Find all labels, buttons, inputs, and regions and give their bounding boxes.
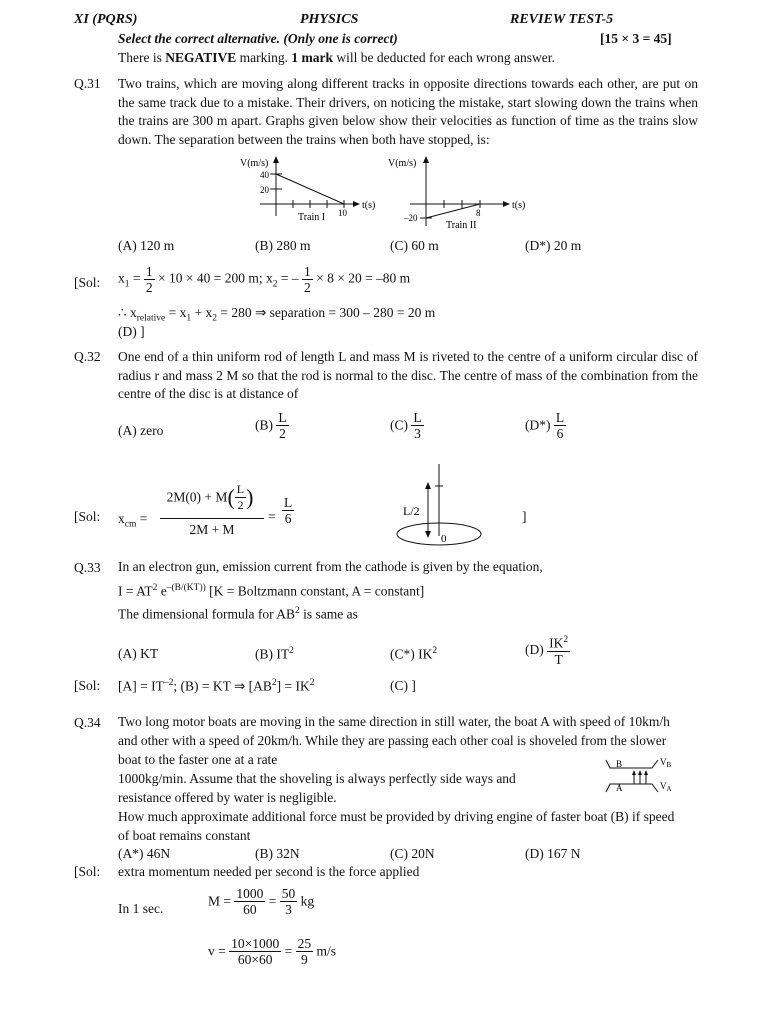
graph2-xlabel: t(s) [512, 200, 526, 211]
q34-line2: and other with a speed of 20km/h. While they are passing each other coal is shoveled from the slower [118, 733, 667, 748]
graph2-caption: Train II [446, 220, 477, 231]
boat-a-velocity: $V_A$ [660, 781, 672, 793]
q31-option-c: (C) 60 m [390, 238, 439, 253]
q32-option-b: (B) $\frac{L}{2}$ [255, 410, 287, 441]
q32-sol-result: $\frac{L}{6}$ [284, 495, 293, 526]
q34-line1: Two long motor boats are moving in the same direction in still water, the boat A with speed of 10km/h [118, 714, 670, 729]
q33-text: In an electron gun, emission current from the cathode is given by the equation, [118, 559, 543, 574]
q33-equation: $I = AT^2$ $e^{-(B/(KT))}$ [K = Boltzmann constant, A = constant] [118, 583, 425, 599]
q34-option-c: (C) 20N [390, 846, 435, 861]
q34-boats-figure [604, 756, 684, 798]
q34-in-1-sec: In 1 sec. [118, 901, 164, 916]
q31-sol-label: [Sol: [74, 275, 101, 290]
q34-line7: of boat remains constant [118, 828, 251, 843]
q33-option-b: (B) $IT^2$ [255, 646, 294, 662]
q32-sol-eq: = [268, 509, 276, 524]
q33-option-c: (C*) $IK^2$ [390, 646, 438, 662]
q31-option-d: (D*) 20 m [525, 238, 582, 253]
graph1-caption: Train I [298, 212, 326, 223]
instruction-negative: There is NEGATIVE marking. 1 mark will be deducted for each wrong answer. [118, 50, 555, 65]
q32-sol-label: [Sol: [74, 509, 101, 524]
q31-sol-line1: $x_1$ = $\frac{1}{2}$ × 10 × 40 = 200 m; $x_2$ = – $\frac{1}{2}$ × 8 × 20 = –80 m [118, 264, 411, 295]
q33-option-a: (A) KT [118, 646, 159, 661]
q34-line5: resistance offered by water is negligible. [118, 790, 337, 805]
graph1-xlabel: t(s) [362, 200, 376, 211]
header-test: REVIEW TEST-5 [510, 12, 614, 27]
q31-option-b: (B) 280 m [255, 238, 311, 253]
q33-sol-text: $[A] = IT^{-2}$; (B) = KT ⇒ $[AB^2] = IK^2$ [118, 678, 315, 694]
rod-half-label: L/2 [403, 504, 420, 518]
boat-a-label: A [616, 783, 623, 793]
header-subject: PHYSICS [300, 12, 359, 27]
q32-option-d: (D*) $\frac{L}{6}$ [525, 410, 565, 441]
q31-sol-line2: ∴ $x_{relative} = x_1 + x_2 = 280$ ⇒ separation = 300 – 280 = 20 m [118, 305, 436, 324]
q33-sol-label: [Sol: [74, 678, 101, 693]
q34-sol-label: [Sol: [74, 864, 101, 879]
q34-option-b: (B) 32N [255, 846, 300, 861]
q32-sol-fraction-bar [160, 518, 264, 519]
q33-number: Q.33 [74, 560, 101, 575]
q32-sol-close: ] [522, 509, 527, 524]
q32-number: Q.32 [74, 349, 101, 364]
graph1-tick-40: 40 [260, 170, 269, 180]
instruction-select: Select the correct alternative. (Only one is correct) [118, 31, 398, 46]
q34-velocity-eq: v = $\frac{10\times 1000}{60\times 60}$ = $\frac{25}{9}$ m/s [208, 936, 337, 967]
graph1-tick-20: 20 [260, 185, 269, 195]
q34-sol-text: extra momentum needed per second is the force applied [118, 864, 420, 879]
instruction-marks: [15 × 3 = 45] [600, 31, 672, 46]
q34-option-d: (D) 167 N [525, 846, 581, 861]
q32-sol-denominator: 2M + M [189, 522, 235, 537]
q32-sol-numerator: 2M(0) + M( $\frac{L}{2}$ ) [166, 482, 254, 512]
q33-question: The dimensional formula for $AB^2$ is same as [118, 606, 358, 622]
q31-sol-answer: (D) ] [118, 324, 145, 339]
graph1-tick-10: 10 [338, 208, 347, 218]
q34-line4: 1000kg/min. Assume that the shoveling is always perfectly side ways and [118, 771, 516, 786]
q31-text: Two trains, which are moving along different tracks in opposite directions towards each other, are put on the same track due to a mistake. Their drivers, on noticing the mistake, start slowing down the trains when the trains are 300 m apart. Graphs given below show their velocities as function of time as the trains slow down. The separation between the trains when both have stopped, is: [118, 76, 698, 147]
disc-centre-label: 0 [441, 533, 447, 545]
boat-b-label: B [616, 759, 623, 769]
q33-option-d: (D) $\frac{IK^2}{T}$ [525, 635, 569, 667]
q31-option-a: (A) 120 m [118, 238, 175, 253]
graph2-ylabel: V(m/s) [388, 158, 417, 169]
q32-option-a: (A) zero [118, 423, 164, 438]
q32-option-c: (C) $\frac{L}{3}$ [390, 410, 422, 441]
q32-text: One end of a thin uniform rod of length L and mass M is riveted to the centre of a uniform circular disc of radius r and mass 2 M so that the rod is normal to the disc. The centre of mass of the combination from the centre of the disc is at distance of [118, 349, 698, 401]
graph2-tick-neg20: –20 [404, 213, 418, 223]
graph1-ylabel: V(m/s) [240, 158, 269, 169]
q31-number: Q.31 [74, 76, 101, 91]
q33-sol-answer: (C) ] [390, 678, 416, 693]
q34-line3: boat to the faster one at a rate [118, 752, 278, 767]
graph2-tick-8: 8 [476, 208, 481, 218]
q32-sol-xcm: $x_{cm}$ = [118, 511, 148, 530]
q34-number: Q.34 [74, 715, 101, 730]
q31-graphs [230, 152, 550, 234]
q34-mass-eq: M = $\frac{1000}{60}$ = $\frac{50}{3}$ kg [208, 886, 315, 917]
q34-option-a: (A*) 46N [118, 846, 171, 861]
q32-rod-disc-figure [395, 460, 505, 552]
boat-b-velocity: $V_B$ [660, 757, 672, 769]
header-left: XI (PQRS) [74, 12, 138, 27]
q34-line6: How much approximate additional force must be provided by driving engine of faster boat (B) if speed [118, 809, 675, 824]
